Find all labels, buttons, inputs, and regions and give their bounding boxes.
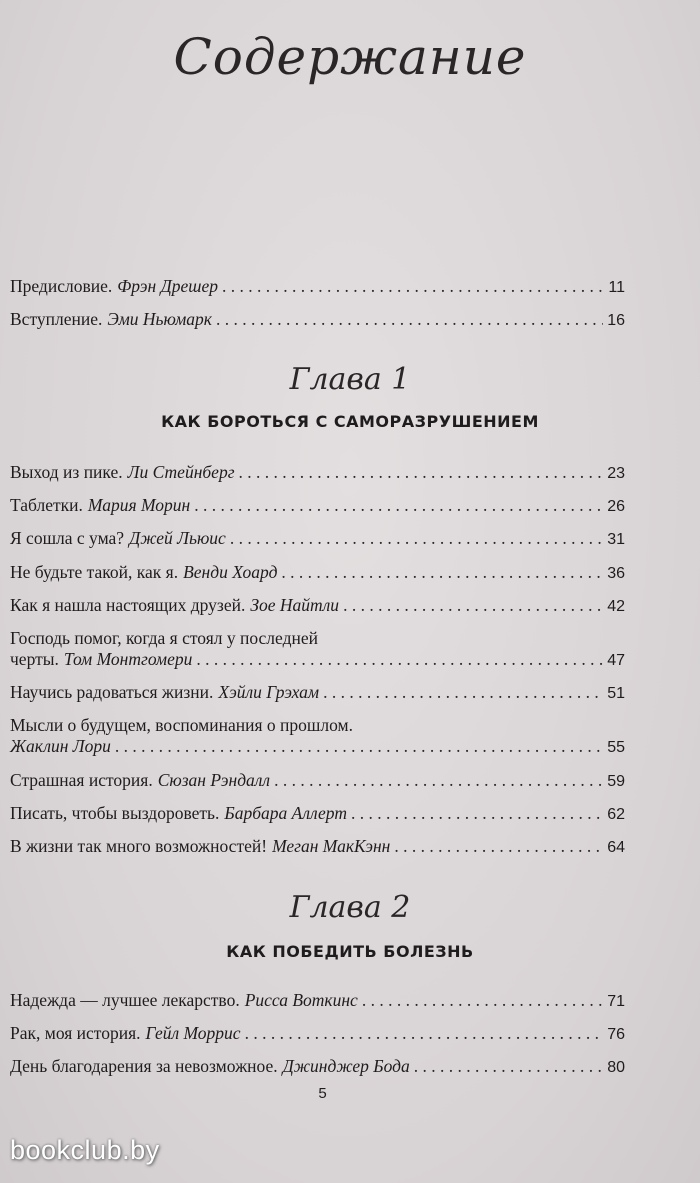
entry-title: Надежда — лучшее лекарство. xyxy=(10,990,240,1010)
front-matter-list xyxy=(10,276,625,330)
toc-entry xyxy=(10,803,625,824)
entry-title-line1: Господь помог, когда я стоял у последней xyxy=(10,627,318,648)
entry-page: 11 xyxy=(608,279,625,296)
toc-entry xyxy=(10,836,625,857)
entry-page: 55 xyxy=(607,739,625,757)
page-number: 5 xyxy=(318,1085,327,1102)
toc-entry xyxy=(10,990,625,1011)
entry-author: Гейл Моррис xyxy=(145,1023,241,1044)
entry-author: Том Монтгомери xyxy=(63,648,193,669)
entry-title: Научись радоваться жизни. xyxy=(10,682,214,703)
entry-title: День благодарения за невозможное. xyxy=(10,1056,278,1077)
toc-entry xyxy=(10,628,625,670)
entry-author: Хэйли Грэхам xyxy=(218,682,320,703)
entry-page: 76 xyxy=(607,1026,625,1044)
entry-page: 26 xyxy=(607,498,625,516)
toc-entry xyxy=(10,309,625,330)
entry-title: Не будьте такой, как я. xyxy=(10,561,179,582)
entry-title: Я сошла с ума? xyxy=(10,528,125,549)
toc-entry xyxy=(10,1023,625,1044)
entry-page: 59 xyxy=(607,772,625,790)
entry-page: 62 xyxy=(607,805,625,823)
entry-page: 71 xyxy=(607,993,625,1010)
chapter-2-list xyxy=(10,990,625,1078)
leader-dots xyxy=(216,309,603,330)
entry-line2 xyxy=(10,649,625,670)
entry-author: Зое Найтли xyxy=(250,594,340,615)
entry-author: Джинджер Бода xyxy=(282,1056,410,1077)
leader-dots xyxy=(281,562,603,583)
entry-author: Жаклин Лори xyxy=(10,736,111,757)
entry-page: 23 xyxy=(607,465,625,482)
entry-title: черты. xyxy=(10,648,59,669)
toc-entry xyxy=(10,682,625,703)
chapter-heading: Глава 1 xyxy=(289,362,411,397)
entry-author: Меган МакКэнн xyxy=(272,835,391,856)
toc-entry xyxy=(10,462,625,483)
entry-page: 31 xyxy=(607,531,625,549)
entry-title: Предисловие. xyxy=(10,276,113,296)
entry-page: 64 xyxy=(607,838,625,856)
entry-line2 xyxy=(10,736,625,757)
entry-page: 47 xyxy=(607,651,625,669)
entry-author: Джей Льюис xyxy=(129,528,226,549)
leader-dots xyxy=(362,990,603,1011)
entry-page: 80 xyxy=(607,1059,625,1077)
chapter-subtitle: КАК ПОБЕДИТЬ БОЛЕЗНЬ xyxy=(226,942,474,961)
entry-author: Рисса Воткинс xyxy=(244,990,358,1010)
entry-page: 42 xyxy=(607,597,625,615)
leader-dots xyxy=(196,649,603,670)
watermark-text: bookclub.by xyxy=(10,1135,160,1165)
chapter-heading: Глава 2 xyxy=(289,890,411,925)
toc-entry xyxy=(10,528,625,549)
leader-dots xyxy=(343,595,603,616)
toc-entry xyxy=(10,276,625,297)
toc-entry xyxy=(10,562,625,583)
leader-dots xyxy=(274,770,603,791)
leader-dots xyxy=(245,1023,604,1044)
entry-title: Таблетки. xyxy=(10,495,83,516)
leader-dots xyxy=(414,1056,603,1077)
page-title: Содержание xyxy=(173,28,527,86)
entry-title: Писать, чтобы выздороветь. xyxy=(10,802,220,823)
entry-author: Фрэн Дрешер xyxy=(117,276,218,296)
entry-author: Барбара Аллерт xyxy=(224,802,347,823)
toc-entry xyxy=(10,1056,625,1077)
leader-dots xyxy=(194,495,603,516)
entry-title: Страшная история. xyxy=(10,769,153,790)
leader-dots xyxy=(323,682,603,703)
entry-page: 16 xyxy=(607,312,625,330)
entry-title: В жизни так много возможностей! xyxy=(10,835,268,856)
leader-dots xyxy=(115,736,603,757)
entry-title-line1: Мысли о будущем, воспоминания о прошлом. xyxy=(10,715,353,736)
toc-entry xyxy=(10,715,625,757)
leader-dots xyxy=(351,803,603,824)
chapter-subtitle: КАК БОРОТЬСЯ С САМОРАЗРУШЕНИЕМ xyxy=(161,412,539,431)
toc-entry xyxy=(10,595,625,616)
toc-entry xyxy=(10,770,625,791)
entry-title: Рак, моя история. xyxy=(10,1023,141,1044)
leader-dots xyxy=(230,528,603,549)
entry-author: Мария Морин xyxy=(87,495,191,516)
entry-author: Эми Ньюмарк xyxy=(107,309,212,330)
entry-page: 36 xyxy=(607,564,625,582)
entry-title: Как я нашла настоящих друзей. xyxy=(10,594,246,615)
entry-author: Венди Хоард xyxy=(183,561,278,582)
leader-dots xyxy=(239,462,604,483)
entry-author: Сюзан Рэндалл xyxy=(157,769,271,790)
leader-dots xyxy=(222,276,604,297)
leader-dots xyxy=(394,836,603,857)
entry-author: Ли Стейнберг xyxy=(127,462,235,482)
entry-page: 51 xyxy=(607,685,625,703)
toc-entry xyxy=(10,495,625,516)
chapter-1-list xyxy=(10,462,625,857)
entry-title: Вступление. xyxy=(10,309,103,330)
entry-title: Выход из пике. xyxy=(10,462,123,482)
